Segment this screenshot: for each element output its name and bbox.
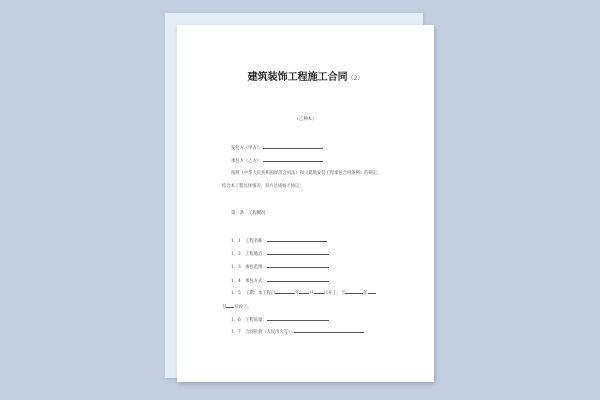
item-1-6 xyxy=(231,316,329,324)
party-a-line xyxy=(231,144,323,152)
item-1-3-label: 1．3 承包范围： xyxy=(231,265,267,270)
start-year-unit: 年 xyxy=(295,291,300,296)
end-month-blank xyxy=(368,289,376,294)
title-suffix: （2） xyxy=(347,75,364,82)
item-1-6-blank xyxy=(267,316,329,321)
title-text: 建筑装饰工程施工合同 xyxy=(247,72,348,83)
start-month-blank xyxy=(299,289,309,294)
end-day-unit: 日竣工。 xyxy=(234,305,252,310)
item-1-7 xyxy=(231,328,364,336)
start-day-unit: 日开工，于 xyxy=(323,291,346,296)
preamble-line-2: 结合本工程具体情况，双方达成如下协议： xyxy=(222,184,304,189)
article-1-heading: 第一条 工程概况 xyxy=(231,211,266,216)
item-1-2 xyxy=(231,250,329,258)
preamble-line-1: 按照《中华人民共和国经济合同法》和《建筑安装工程承包合同条例》的规定, xyxy=(231,171,379,176)
end-year-blank xyxy=(345,289,363,294)
item-1-3-blank xyxy=(267,263,329,268)
item-1-6-label: 1．6 工程质量： xyxy=(231,318,267,323)
party-a-blank xyxy=(263,144,323,149)
party-b-label: 承包方（乙方）： xyxy=(231,159,264,164)
party-b-blank xyxy=(263,157,323,162)
end-year-unit: 年 xyxy=(363,291,368,296)
item-1-2-label: 1．2 工程地点： xyxy=(231,252,267,257)
item-1-5-line-1 xyxy=(231,289,376,297)
item-1-1 xyxy=(231,237,327,245)
item-1-7-label: 1．7 合同价款（人民币大写）： xyxy=(231,330,295,335)
start-day-blank xyxy=(314,289,324,294)
party-a-label: 发包方（甲方）： xyxy=(231,146,264,151)
item-1-1-label: 1．1 工程名称： xyxy=(231,239,267,244)
item-1-4-blank xyxy=(267,277,329,282)
item-1-5-label: 1．5 工期：本工程自 xyxy=(231,291,276,296)
item-1-7-blank xyxy=(294,328,364,333)
item-1-2-blank xyxy=(267,250,329,255)
item-1-5-line-2 xyxy=(222,303,251,311)
party-b-line xyxy=(231,157,323,165)
document-title xyxy=(177,68,434,83)
start-year-blank xyxy=(275,289,295,294)
item-1-4 xyxy=(231,277,329,285)
item-1-3 xyxy=(231,263,329,271)
item-1-4-label: 1．4 承包方式： xyxy=(231,279,267,284)
start-month-unit: 月 xyxy=(309,291,314,296)
version-label: （乙种本） xyxy=(294,117,317,122)
end-month-unit: 月 xyxy=(222,305,227,310)
item-1-1-blank xyxy=(267,237,327,242)
document-page xyxy=(177,25,434,382)
